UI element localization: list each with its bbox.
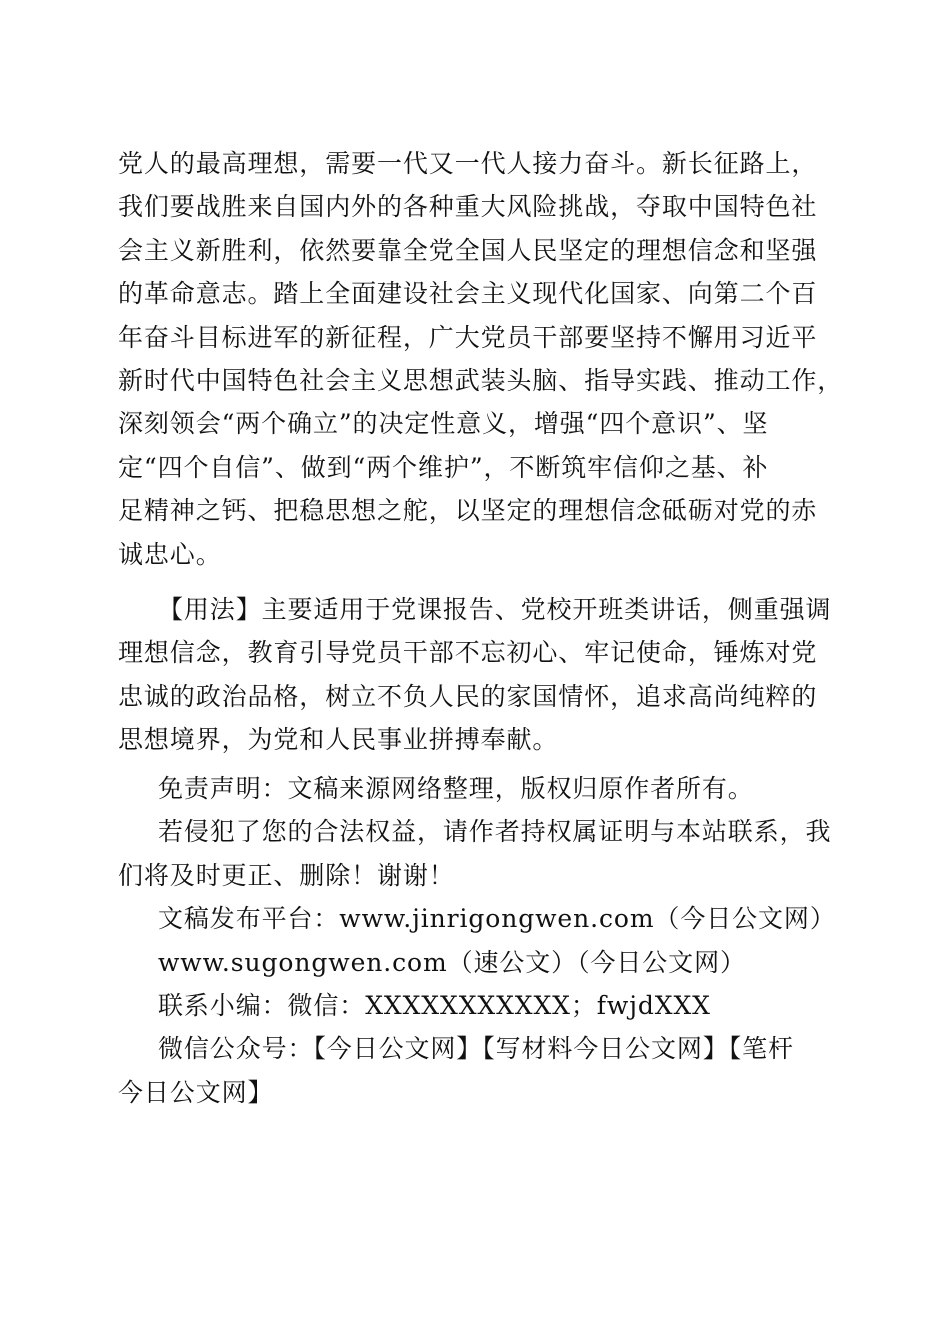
text-line: 诚忠心。 — [118, 539, 222, 569]
text-line: 忠诚的政治品格，树立不负人民的家国情怀，追求高尚纯粹的 — [118, 681, 818, 711]
infringement-text: 们将及时更正、删除！谢谢！ — [118, 860, 455, 890]
text-line: 会主义新胜利，依然要靠全党全国人民坚定的理想信念和坚强 — [118, 235, 818, 265]
platform-text: 文稿发布平台：www.jinrigongwen.com（今日公文网） — [158, 904, 836, 934]
text-line: 思想境界，为党和人民事业拼搏奉献。 — [118, 725, 559, 755]
text-line: 党人的最高理想，需要一代又一代人接力奋斗。新长征路上， — [118, 149, 818, 178]
text-line: 理想信念，教育引导党员干部不忘初心、牢记使命，锤炼对党 — [118, 638, 818, 668]
usage-paragraph — [118, 588, 838, 762]
text-line: 【用法】主要适用于党课报告、党校开班类讲话，侧重强调 — [158, 595, 832, 624]
wechat-text: 微信公众号：【今日公文网】【写材料今日公文网】【笔杆 — [158, 1034, 794, 1064]
website-text: www.sugongwen.com（速公文）（今日公文网） — [158, 947, 746, 977]
text-line: 深刻领会“两个确立”的决定性意义，增强“四个意识”、坚 — [118, 409, 769, 439]
disclaimer-text: 免责声明：文稿来源网络整理，版权归原作者所有。 — [158, 774, 754, 803]
wechat-text: 今日公文网】 — [118, 1077, 274, 1107]
text-line: 足精神之钙、把稳思想之舵，以坚定的理想信念砥砺对党的赤 — [118, 496, 818, 526]
body-paragraph-ideals — [118, 142, 844, 576]
text-line: 定“四个自信”、做到“两个维护”，不断筑牢信仰之基、补 — [118, 452, 769, 482]
disclaimer-section — [118, 767, 838, 1114]
text-line: 我们要战胜来自国内外的各种重大风险挑战，夺取中国特色社 — [118, 192, 818, 222]
text-line: 新时代中国特色社会主义思想武装头脑、指导实践、推动工作， — [118, 365, 844, 395]
contact-text: 联系小编：微信：XXXXXXXXXXX；fwjdXXX — [158, 990, 711, 1020]
text-line: 年奋斗目标进军的新征程，广大党员干部要坚持不懈用习近平 — [118, 322, 818, 352]
text-line: 的革命意志。踏上全面建设社会主义现代化国家、向第二个百 — [118, 279, 818, 309]
infringement-text: 若侵犯了您的合法权益，请作者持权属证明与本站联系，我 — [158, 817, 832, 847]
